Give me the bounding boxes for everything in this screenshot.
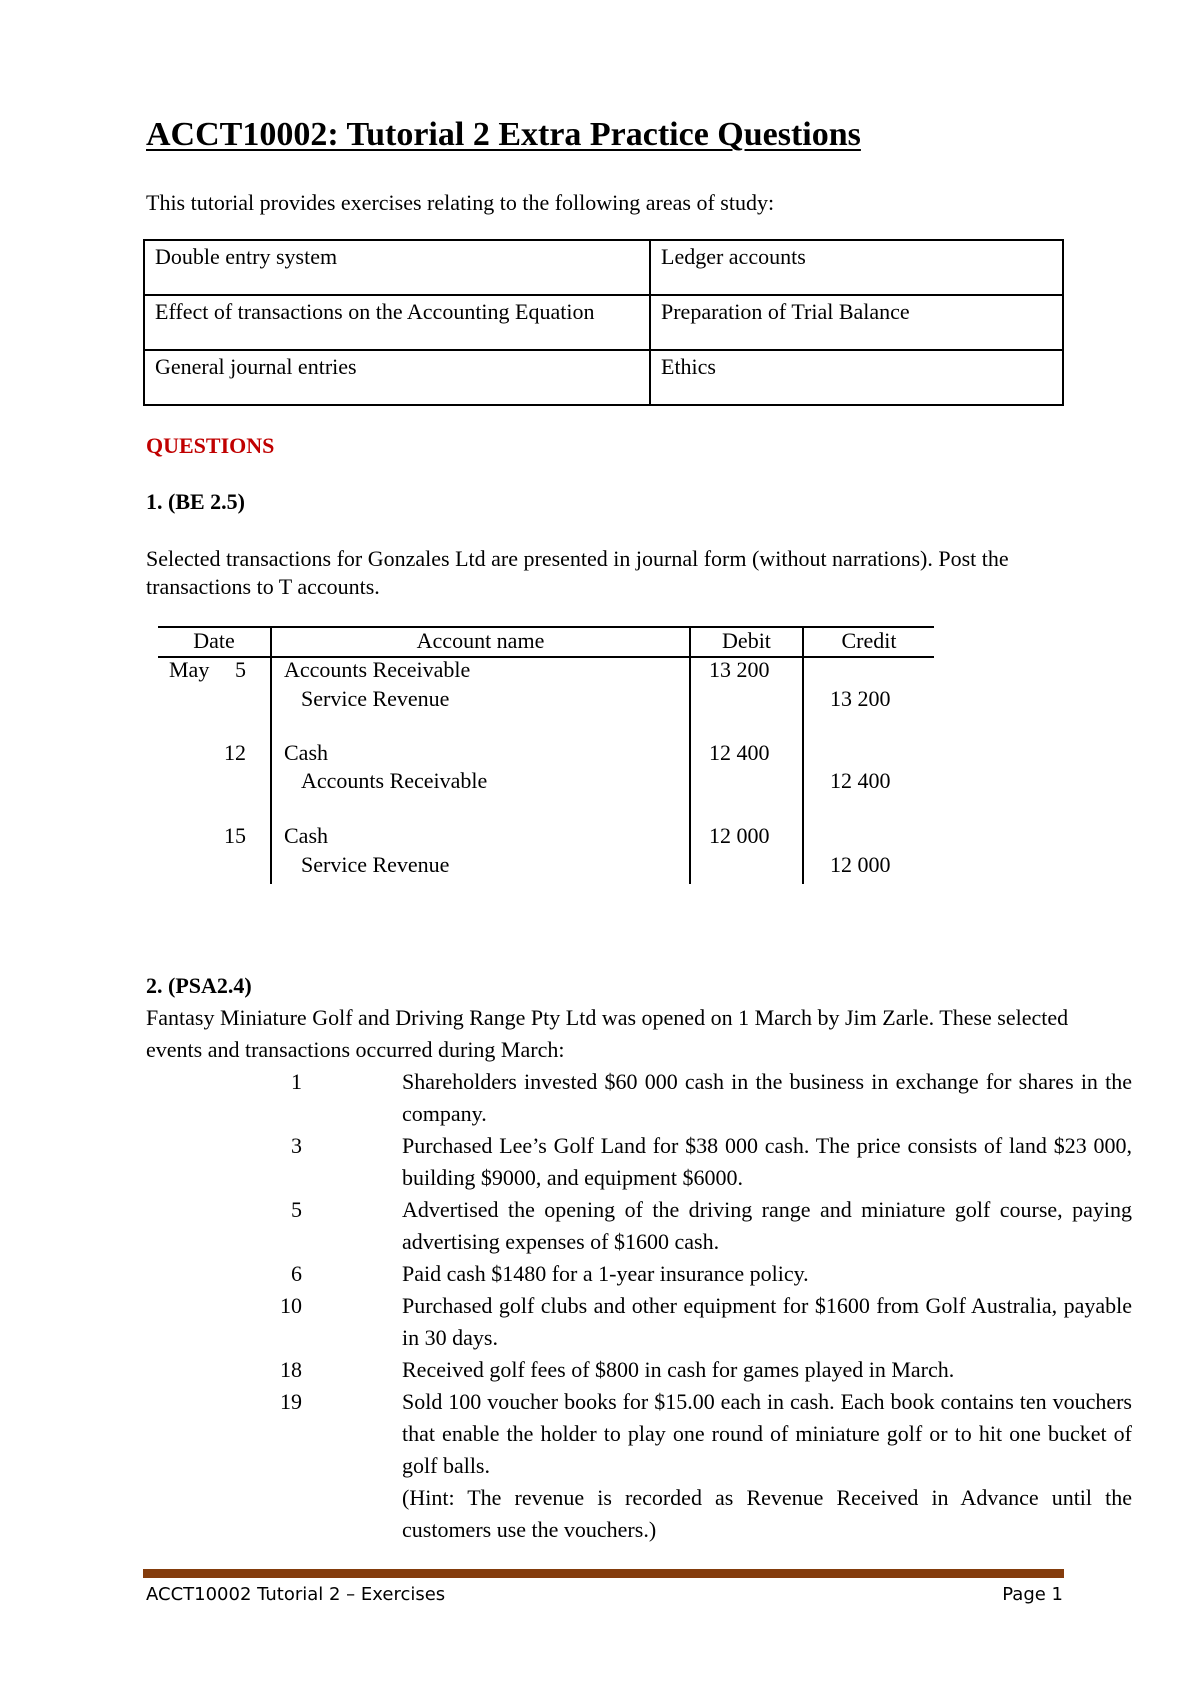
- event-description: Purchased Lee’s Golf Land for $38 000 cash. The price consists of land $23 000, building $9000, and equipment $6000.: [402, 1133, 1132, 1190]
- question-2-heading: 2. (PSA2.4): [146, 973, 252, 998]
- event-hint: (Hint: The revenue is recorded as Revenue Received in Advance until the customers use the vouchers.): [402, 1485, 1132, 1542]
- journal-account: Service Revenue: [301, 686, 450, 711]
- event-description: Purchased golf clubs and other equipment for $1600 from Golf Australia, payable in 30 days.: [402, 1293, 1132, 1350]
- journal-account: Accounts Receivable: [284, 657, 471, 682]
- event-item: [146, 1386, 1132, 1546]
- event-description: Sold 100 voucher books for $15.00 each in cash. Each book contains ten vouchers that enable the holder to play one round of miniature golf or to hit one bucket of golf balls.: [402, 1389, 1132, 1478]
- journal-header-debit: Debit: [722, 628, 771, 653]
- journal-column-divider: [802, 626, 804, 884]
- event-day: 1: [291, 1069, 302, 1094]
- footer-course-label: ACCT10002 Tutorial 2 – Exercises: [146, 1584, 446, 1605]
- event-list: [146, 1066, 1132, 1546]
- event-day: 3: [291, 1133, 302, 1158]
- journal-account: Cash: [284, 823, 328, 848]
- journal-account: Cash: [284, 740, 328, 765]
- event-day: 6: [291, 1261, 302, 1286]
- topics-row: [144, 350, 1063, 405]
- event-item: [146, 1354, 1132, 1386]
- event-item: [146, 1258, 1132, 1290]
- journal-month: May: [169, 657, 210, 682]
- event-day: 19: [280, 1389, 302, 1414]
- journal-account: Accounts Receivable: [301, 768, 488, 793]
- journal-debit: 13 200: [709, 657, 770, 682]
- question-1-text: Selected transactions for Gonzales Ltd are presented in journal form (without narrations). Post the transactions to T accounts.: [146, 546, 1009, 599]
- journal-column-divider: [689, 626, 691, 884]
- journal-account: Service Revenue: [301, 852, 450, 877]
- journal-table: [158, 626, 934, 884]
- journal-header-date: Date: [193, 628, 235, 653]
- journal-debit: 12 400: [709, 740, 770, 765]
- journal-column-divider: [270, 626, 272, 884]
- document-title: ACCT10002: Tutorial 2 Extra Practice Questions: [146, 116, 861, 153]
- question-1-heading: 1. (BE 2.5): [146, 489, 245, 514]
- journal-credit: 13 200: [830, 686, 891, 711]
- event-description: Advertised the opening of the driving range and miniature golf course, paying advertising expenses of $1600 cash.: [402, 1197, 1132, 1254]
- questions-heading: QUESTIONS: [146, 433, 275, 458]
- journal-day: 5: [235, 657, 246, 682]
- topic-cell: Ethics: [650, 350, 1063, 405]
- topic-cell: Preparation of Trial Balance: [650, 295, 1063, 350]
- topic-cell: Ledger accounts: [650, 240, 1063, 295]
- journal-header-rule: [158, 656, 934, 658]
- event-item: [146, 1290, 1132, 1354]
- journal-debit: 12 000: [709, 823, 770, 848]
- event-description: Paid cash $1480 for a 1-year insurance policy.: [402, 1261, 809, 1286]
- event-item: [146, 1194, 1132, 1258]
- event-item: [146, 1130, 1132, 1194]
- journal-credit: 12 000: [830, 852, 891, 877]
- topics-row: [144, 240, 1063, 295]
- topics-table: [143, 239, 1064, 406]
- topic-cell: General journal entries: [144, 350, 650, 405]
- journal-header-account: Account name: [416, 628, 545, 653]
- footer-rule: [143, 1569, 1064, 1578]
- journal-day: 15: [224, 823, 246, 848]
- event-day: 5: [291, 1197, 302, 1222]
- event-day: 10: [280, 1293, 302, 1318]
- event-item: [146, 1066, 1132, 1130]
- topic-cell: Effect of transactions on the Accounting Equation: [144, 295, 650, 350]
- event-description: Shareholders invested $60 000 cash in the business in exchange for shares in the company.: [402, 1069, 1132, 1126]
- topic-cell: Double entry system: [144, 240, 650, 295]
- event-day: 18: [280, 1357, 302, 1382]
- footer-page-number: Page 1: [1002, 1584, 1063, 1605]
- intro-text: This tutorial provides exercises relating to the following areas of study:: [146, 190, 775, 215]
- question-2-text: Fantasy Miniature Golf and Driving Range Pty Ltd was opened on 1 March by Jim Zarle. These selected events and transactions occurred during March:: [146, 1005, 1069, 1062]
- journal-header-credit: Credit: [841, 628, 897, 653]
- topics-row: [144, 295, 1063, 350]
- event-description: Received golf fees of $800 in cash for games played in March.: [402, 1357, 955, 1382]
- journal-credit: 12 400: [830, 768, 891, 793]
- journal-day: 12: [224, 740, 246, 765]
